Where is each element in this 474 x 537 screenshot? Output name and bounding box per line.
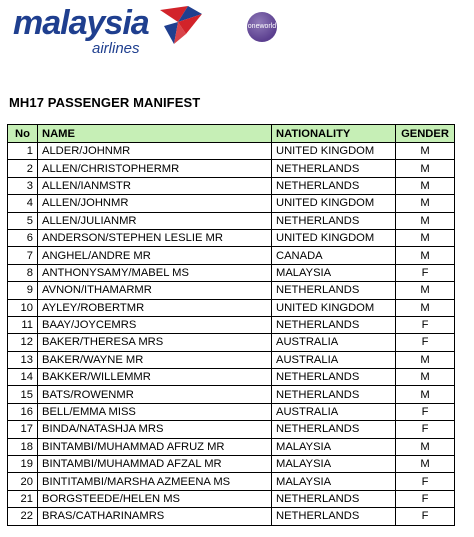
row-number: 6 xyxy=(8,229,38,246)
passenger-nationality: MALAYSIA xyxy=(272,456,396,473)
passenger-nationality: NETHERLANDS xyxy=(272,177,396,194)
table-row xyxy=(8,143,455,160)
table-row xyxy=(8,490,455,507)
passenger-name: BAKER/WAYNE MR xyxy=(38,351,272,368)
passenger-nationality: UNITED KINGDOM xyxy=(272,143,396,160)
column-header-nationality: NATIONALITY xyxy=(272,125,396,143)
table-row xyxy=(8,369,455,386)
passenger-name: BINTITAMBI/MARSHA AZMEENA MS xyxy=(38,473,272,490)
passenger-gender: M xyxy=(396,143,455,160)
table-header-row xyxy=(8,125,455,143)
passenger-name: BAKER/THERESA MRS xyxy=(38,334,272,351)
passenger-nationality: NETHERLANDS xyxy=(272,386,396,403)
row-number: 19 xyxy=(8,456,38,473)
table-row xyxy=(8,212,455,229)
oneworld-logo-label: oneworld xyxy=(247,23,277,30)
passenger-nationality: CANADA xyxy=(272,247,396,264)
passenger-gender: M xyxy=(396,299,455,316)
table-row xyxy=(8,421,455,438)
row-number: 21 xyxy=(8,490,38,507)
passenger-gender: F xyxy=(396,403,455,420)
passenger-gender: M xyxy=(396,247,455,264)
passenger-gender: M xyxy=(396,229,455,246)
table-row xyxy=(8,247,455,264)
passenger-nationality: NETHERLANDS xyxy=(272,369,396,386)
passenger-gender: M xyxy=(396,438,455,455)
row-number: 1 xyxy=(8,143,38,160)
table-row xyxy=(8,508,455,525)
row-number: 14 xyxy=(8,369,38,386)
passenger-gender: F xyxy=(396,316,455,333)
row-number: 16 xyxy=(8,403,38,420)
oneworld-logo xyxy=(247,12,277,42)
table-row xyxy=(8,264,455,281)
brand-wordmark: malaysia xyxy=(13,4,149,42)
row-number: 5 xyxy=(8,212,38,229)
row-number: 13 xyxy=(8,351,38,368)
row-number: 17 xyxy=(8,421,38,438)
table-row xyxy=(8,334,455,351)
row-number: 2 xyxy=(8,160,38,177)
passenger-nationality: AUSTRALIA xyxy=(272,351,396,368)
table-row xyxy=(8,282,455,299)
passenger-gender: M xyxy=(396,369,455,386)
passenger-nationality: NETHERLANDS xyxy=(272,508,396,525)
row-number: 11 xyxy=(8,316,38,333)
row-number: 7 xyxy=(8,247,38,264)
passenger-name: BRAS/CATHARINAMRS xyxy=(38,508,272,525)
row-number: 4 xyxy=(8,195,38,212)
passenger-nationality: UNITED KINGDOM xyxy=(272,195,396,212)
page-title: MH17 PASSENGER MANIFEST xyxy=(9,95,201,110)
passenger-gender: F xyxy=(396,508,455,525)
passenger-name: ALLEN/CHRISTOPHERMR xyxy=(38,160,272,177)
kite-logo-icon xyxy=(158,4,206,50)
row-number: 18 xyxy=(8,438,38,455)
table-row xyxy=(8,316,455,333)
table-row xyxy=(8,386,455,403)
passenger-gender: M xyxy=(396,195,455,212)
passenger-name: ALLEN/JULIANMR xyxy=(38,212,272,229)
column-header-name: NAME xyxy=(38,125,272,143)
passenger-name: BINTAMBI/MUHAMMAD AFRUZ MR xyxy=(38,438,272,455)
row-number: 8 xyxy=(8,264,38,281)
passenger-nationality: NETHERLANDS xyxy=(272,160,396,177)
table-row xyxy=(8,403,455,420)
passenger-nationality: AUSTRALIA xyxy=(272,403,396,420)
passenger-name: BINDA/NATASHJA MRS xyxy=(38,421,272,438)
row-number: 15 xyxy=(8,386,38,403)
passenger-nationality: MALAYSIA xyxy=(272,264,396,281)
passenger-name: ALLEN/IANMSTR xyxy=(38,177,272,194)
passenger-gender: F xyxy=(396,421,455,438)
passenger-nationality: NETHERLANDS xyxy=(272,282,396,299)
row-number: 12 xyxy=(8,334,38,351)
passenger-nationality: NETHERLANDS xyxy=(272,490,396,507)
table-row xyxy=(8,438,455,455)
passenger-nationality: AUSTRALIA xyxy=(272,334,396,351)
table-row xyxy=(8,195,455,212)
passenger-name: BATS/ROWENMR xyxy=(38,386,272,403)
passenger-name: ANTHONYSAMY/MABEL MS xyxy=(38,264,272,281)
table-row xyxy=(8,229,455,246)
header-logos xyxy=(0,0,474,80)
passenger-gender: F xyxy=(396,264,455,281)
passenger-gender: M xyxy=(396,386,455,403)
table-row xyxy=(8,473,455,490)
table-row xyxy=(8,160,455,177)
passenger-nationality: NETHERLANDS xyxy=(272,316,396,333)
passenger-name: AVNON/ITHAMARMR xyxy=(38,282,272,299)
passenger-nationality: UNITED KINGDOM xyxy=(272,299,396,316)
passenger-gender: M xyxy=(396,160,455,177)
passenger-nationality: NETHERLANDS xyxy=(272,421,396,438)
row-number: 20 xyxy=(8,473,38,490)
passenger-nationality: MALAYSIA xyxy=(272,438,396,455)
passenger-name: BINTAMBI/MUHAMMAD AFZAL MR xyxy=(38,456,272,473)
row-number: 9 xyxy=(8,282,38,299)
passenger-name: ALDER/JOHNMR xyxy=(38,143,272,160)
row-number: 10 xyxy=(8,299,38,316)
passenger-manifest-table xyxy=(7,124,455,526)
passenger-name: ANGHEL/ANDRE MR xyxy=(38,247,272,264)
table-row xyxy=(8,177,455,194)
table-row xyxy=(8,299,455,316)
brand-subtitle: airlines xyxy=(92,40,140,57)
passenger-nationality: MALAYSIA xyxy=(272,473,396,490)
passenger-gender: M xyxy=(396,212,455,229)
passenger-name: BELL/EMMA MISS xyxy=(38,403,272,420)
passenger-name: ANDERSON/STEPHEN LESLIE MR xyxy=(38,229,272,246)
passenger-gender: M xyxy=(396,282,455,299)
table-row xyxy=(8,456,455,473)
passenger-name: BORGSTEEDE/HELEN MS xyxy=(38,490,272,507)
passenger-nationality: NETHERLANDS xyxy=(272,212,396,229)
passenger-name: AYLEY/ROBERTMR xyxy=(38,299,272,316)
passenger-gender: M xyxy=(396,351,455,368)
passenger-name: BAKKER/WILLEMMR xyxy=(38,369,272,386)
passenger-gender: F xyxy=(396,490,455,507)
passenger-name: ALLEN/JOHNMR xyxy=(38,195,272,212)
row-number: 3 xyxy=(8,177,38,194)
passenger-nationality: UNITED KINGDOM xyxy=(272,229,396,246)
column-header-no: No xyxy=(8,125,38,143)
table-row xyxy=(8,351,455,368)
row-number: 22 xyxy=(8,508,38,525)
passenger-gender: F xyxy=(396,334,455,351)
column-header-gender: GENDER xyxy=(396,125,455,143)
passenger-name: BAAY/JOYCEMRS xyxy=(38,316,272,333)
passenger-gender: M xyxy=(396,177,455,194)
passenger-gender: M xyxy=(396,456,455,473)
passenger-gender: F xyxy=(396,473,455,490)
